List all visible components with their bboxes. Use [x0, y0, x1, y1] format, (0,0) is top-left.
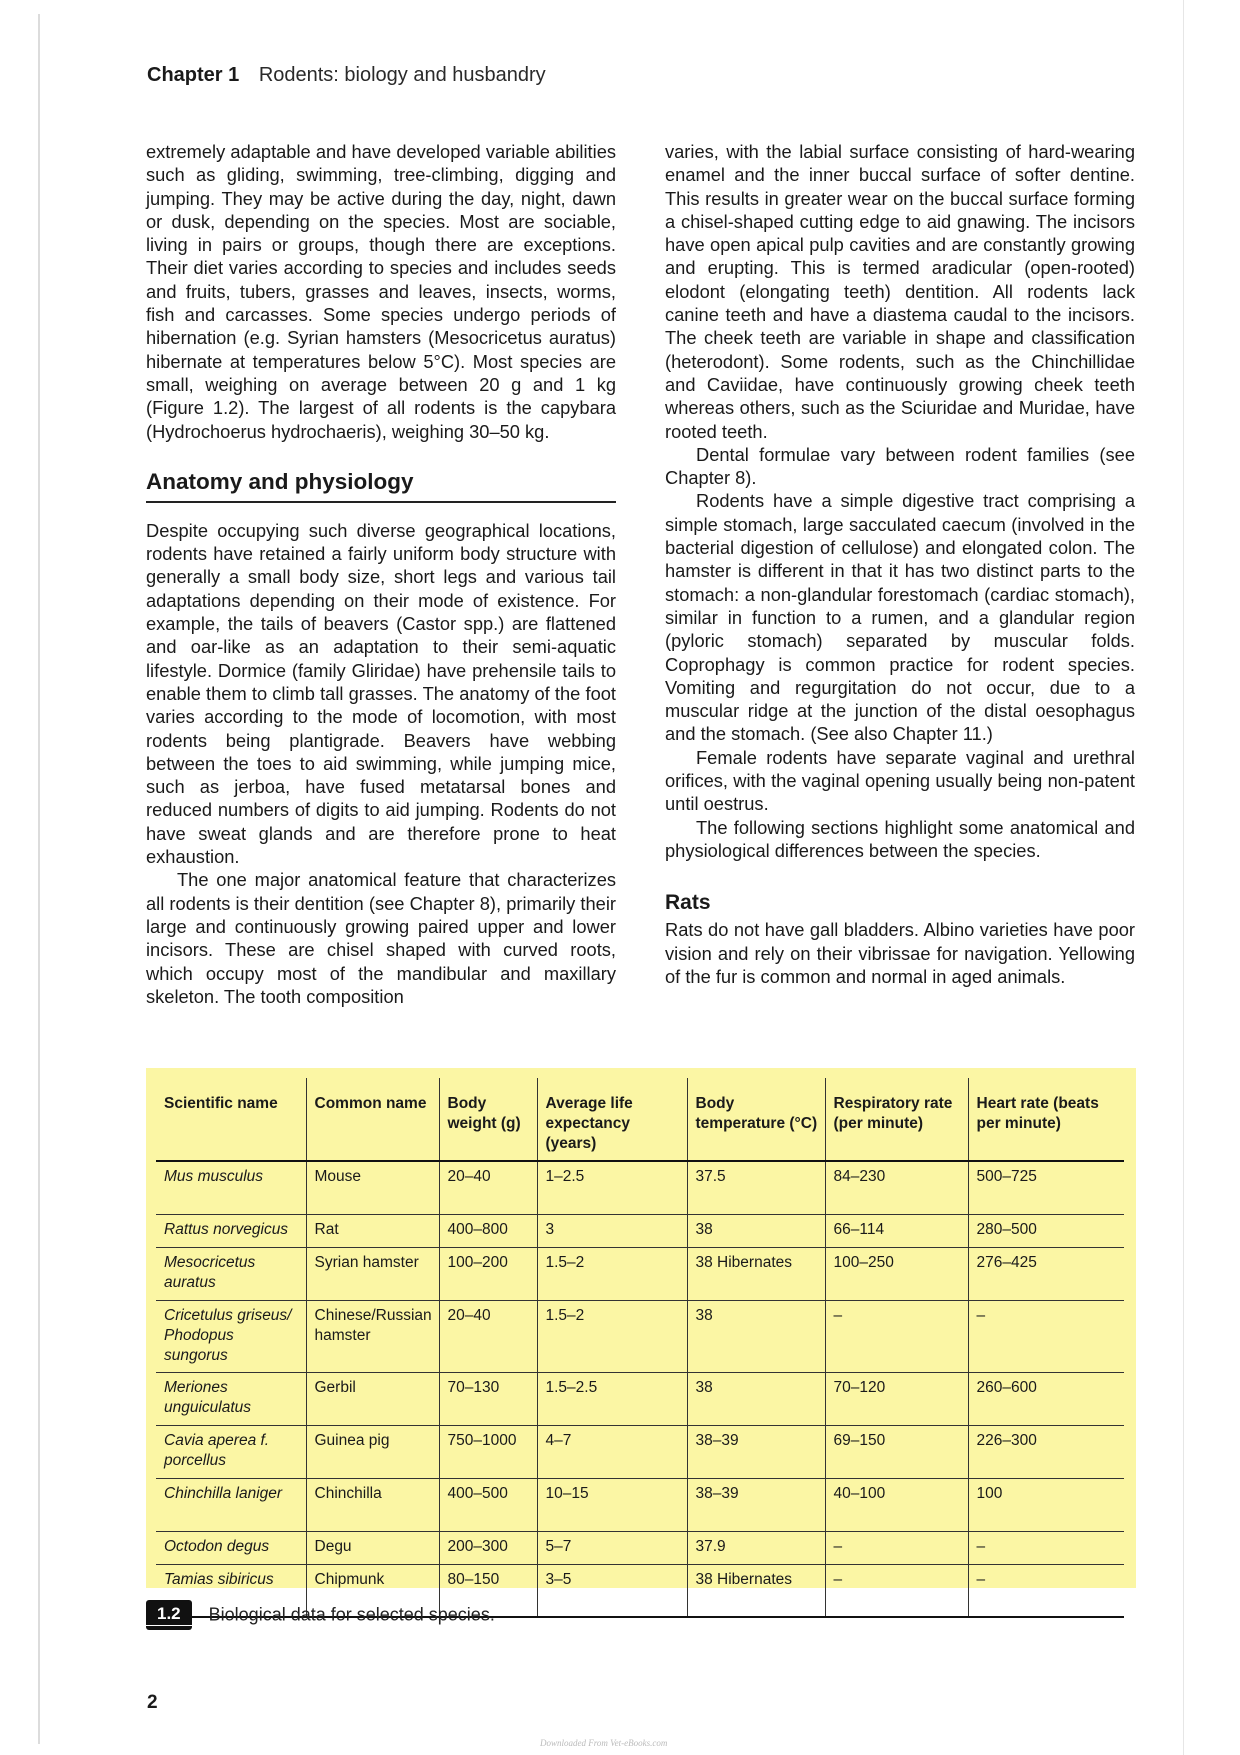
table-cell: 1.5–2: [537, 1300, 687, 1372]
table-row: [156, 1425, 1124, 1478]
table-cell: Cavia aperea f. porcellus: [156, 1425, 306, 1478]
table-cell: 38: [687, 1372, 825, 1425]
table-cell: Guinea pig: [306, 1425, 439, 1478]
page-binding-edge: [38, 14, 40, 1744]
table-cell: 280–500: [968, 1214, 1124, 1247]
table-cell: Chinese/Russian hamster: [306, 1300, 439, 1372]
sections-intro-paragraph: The following sections highlight some anatomical and physiological differences between the species.: [665, 816, 1135, 861]
table-row: [156, 1300, 1124, 1372]
table-row: [156, 1161, 1124, 1214]
table-cell: 38: [687, 1300, 825, 1372]
figure-table-panel: [146, 1068, 1136, 1588]
table-header-row: [156, 1078, 1124, 1161]
table-cell: –: [968, 1300, 1124, 1372]
table-row: [156, 1478, 1124, 1531]
table-cell: 37.9: [687, 1531, 825, 1564]
table-cell: –: [825, 1531, 968, 1564]
column-header: Heart rate (beats per minute): [968, 1078, 1124, 1161]
table-cell: 38–39: [687, 1478, 825, 1531]
table-cell: 226–300: [968, 1425, 1124, 1478]
section-heading-anatomy: Anatomy and physiology: [146, 468, 616, 503]
anatomy-paragraph-2: The one major anatomical feature that characterizes all rodents is their dentition (see Chapter 8), primarily their large and continuously growing paired upper and lower incisors. These are chisel shaped with curved roots, which occupy most of the mandibular and maxillary skeleton. The tooth composition: [146, 869, 616, 1007]
intro-paragraph: extremely adaptable and have developed variable abilities such as gliding, swimming, tree-climbing, digging and jumping. They may be active during the day, night, dawn or dusk, depending on the species. Most are sociable, living in pairs or groups, though there are exceptions. Their diet varies according to species and includes seeds and fruits, tubers, grasses and leaves, insects, worms, fish and carcasses. Some species undergo periods of hibernation (e.g. Syrian hamsters (Mesocricetus auratus) hibernate at temperatures below 5°C). Most species are small, weighing on average between 20 g and 1 kg (Figure 1.2). The largest of all rodents is the capybara (Hydrochoerus hydrochaeris), weighing 30–50 kg.: [146, 141, 616, 442]
table-cell: 1–2.5: [537, 1161, 687, 1214]
table-cell: Mouse: [306, 1161, 439, 1214]
table-cell: 70–130: [439, 1372, 537, 1425]
table-cell: –: [968, 1564, 1124, 1617]
chapter-title: Rodents: biology and husbandry: [258, 64, 546, 86]
rats-paragraph: Rats do not have gall bladders. Albino varieties have poor vision and rely on their vibrissae for navigation. Yellowing of the fur is common and normal in aged animals.: [665, 919, 1135, 987]
table-cell: Chinchilla: [306, 1478, 439, 1531]
right-column: [665, 140, 1135, 988]
download-footer: Downloaded From Vet-eBooks.com: [540, 1738, 668, 1748]
table-cell: –: [825, 1564, 968, 1617]
table-cell: Meriones unguiculatus: [156, 1372, 306, 1425]
table-cell: 80–150: [439, 1564, 537, 1617]
table-cell: 750–1000: [439, 1425, 537, 1478]
chapter-label: Chapter 1: [147, 64, 240, 86]
figure-number-badge: 1.2: [146, 1600, 192, 1630]
running-header: [147, 64, 546, 87]
table-cell: Mus musculus: [156, 1161, 306, 1214]
table-cell: 3–5: [537, 1564, 687, 1617]
table-cell: 5–7: [537, 1531, 687, 1564]
table-cell: 100–250: [825, 1247, 968, 1300]
column-header: Scientific name: [156, 1078, 306, 1161]
figure-caption-text: Biological data for selected species.: [208, 1604, 495, 1625]
table-cell: 260–600: [968, 1372, 1124, 1425]
table-cell: 20–40: [439, 1300, 537, 1372]
table-cell: 1.5–2.5: [537, 1372, 687, 1425]
table-cell: Octodon degus: [156, 1531, 306, 1564]
dental-formulae-paragraph: Dental formulae vary between rodent families (see Chapter 8).: [665, 443, 1135, 489]
table-cell: 69–150: [825, 1425, 968, 1478]
left-column: [146, 140, 616, 1008]
table-cell: 37.5: [687, 1161, 825, 1214]
table-cell: 38 Hibernates: [687, 1564, 825, 1617]
reproductive-paragraph: Female rodents have separate vaginal and urethral orifices, with the vaginal opening usually being non-patent until oestrus.: [665, 746, 1135, 815]
figure-caption: [146, 1600, 495, 1630]
table-cell: Rattus norvegicus: [156, 1214, 306, 1247]
table-cell: 276–425: [968, 1247, 1124, 1300]
digestive-paragraph: Rodents have a simple digestive tract comprising a simple stomach, large sacculated caecum (involved in the bacterial digestion of cellulose) and elongated colon. The hamster is different in that it has two distinct parts to the stomach: a non-glandular forestomach (cardiac stomach), similar in function to a rumen, and a glandular region (pyloric stomach) separated by muscular folds. Coprophagy is common practice for rodent species. Vomiting and regurgitation do not occur, due to a muscular ridge at the junction of the distal oesophagus and the stomach. (See also Chapter 11.): [665, 490, 1135, 745]
table-cell: Cricetulus griseus/ Phodopus sungorus: [156, 1300, 306, 1372]
table-cell: 100: [968, 1478, 1124, 1531]
table-cell: 4–7: [537, 1425, 687, 1478]
table-cell: Chinchilla laniger: [156, 1478, 306, 1531]
anatomy-paragraph-1: Despite occupying such diverse geographical locations, rodents have retained a fairly uniform body structure with generally a small body size, short legs and various tail adaptations depending on their mode of existence. For example, the tails of beavers (Castor spp.) are flattened and oar-like as an adaptation to their semi-aquatic lifestyle. Dormice (family Gliridae) have prehensile tails to enable them to climb tall grasses. The anatomy of the foot varies according to the mode of locomotion, with most rodents being plantigrade. Beavers have webbing between the toes to aid swimming, while jumping mice, such as jerboa, have fused metatarsal bones and reduced numbers of digits to aid jumping. Rodents do not have sweat glands and are therefore prone to heat exhaustion.: [146, 519, 616, 868]
table-row: [156, 1247, 1124, 1300]
table-cell: 1.5–2: [537, 1247, 687, 1300]
table-cell: 38 Hibernates: [687, 1247, 825, 1300]
table-cell: 66–114: [825, 1214, 968, 1247]
table-row: [156, 1531, 1124, 1564]
table-cell: Rat: [306, 1214, 439, 1247]
table-cell: 40–100: [825, 1478, 968, 1531]
page-right-edge: [1183, 0, 1184, 1755]
table-cell: 20–40: [439, 1161, 537, 1214]
table-cell: Syrian hamster: [306, 1247, 439, 1300]
table-cell: Gerbil: [306, 1372, 439, 1425]
table-cell: 200–300: [439, 1531, 537, 1564]
table-cell: Degu: [306, 1531, 439, 1564]
page-number: 2: [147, 1692, 158, 1713]
table-cell: Mesocricetus auratus: [156, 1247, 306, 1300]
subheading-rats: Rats: [665, 891, 711, 915]
table-cell: 70–120: [825, 1372, 968, 1425]
column-header: Common name: [306, 1078, 439, 1161]
biological-data-table: [156, 1078, 1124, 1618]
table-cell: 10–15: [537, 1478, 687, 1531]
table-cell: 84–230: [825, 1161, 968, 1214]
column-header: Body temperature (°C): [687, 1078, 825, 1161]
table-cell: 38–39: [687, 1425, 825, 1478]
table-cell: 400–500: [439, 1478, 537, 1531]
column-header: Body weight (g): [439, 1078, 537, 1161]
table-row: [156, 1372, 1124, 1425]
table-row: [156, 1214, 1124, 1247]
table-cell: Chipmunk: [306, 1564, 439, 1617]
table-cell: 3: [537, 1214, 687, 1247]
table-cell: 38: [687, 1214, 825, 1247]
column-header: Average life expectancy (years): [537, 1078, 687, 1161]
table-cell: 100–200: [439, 1247, 537, 1300]
table-cell: –: [825, 1300, 968, 1372]
dentition-paragraph: varies, with the labial surface consisting of hard-wearing enamel and the inner buccal surface of softer dentine. This results in greater wear on the buccal surface forming a chisel-shaped cutting edge to aid gnawing. The incisors have open apical pulp cavities and are constantly growing and erupting. This is termed aradicular (open-rooted) elodont (elongating teeth) dentition. All rodents lack canine teeth and have a diastema caudal to the incisors. The cheek teeth are variable in shape and classification (heterodont). Some rodents, such as the Chinchillidae and Caviidae, have continuously growing cheek teeth whereas others, such as the Sciuridae and Muridae, have rooted teeth.: [665, 141, 1135, 442]
table-cell: –: [968, 1531, 1124, 1564]
table-cell: 400–800: [439, 1214, 537, 1247]
table-cell: Tamias sibiricus: [156, 1564, 306, 1617]
table-cell: 500–725: [968, 1161, 1124, 1214]
column-header: Respiratory rate (per minute): [825, 1078, 968, 1161]
